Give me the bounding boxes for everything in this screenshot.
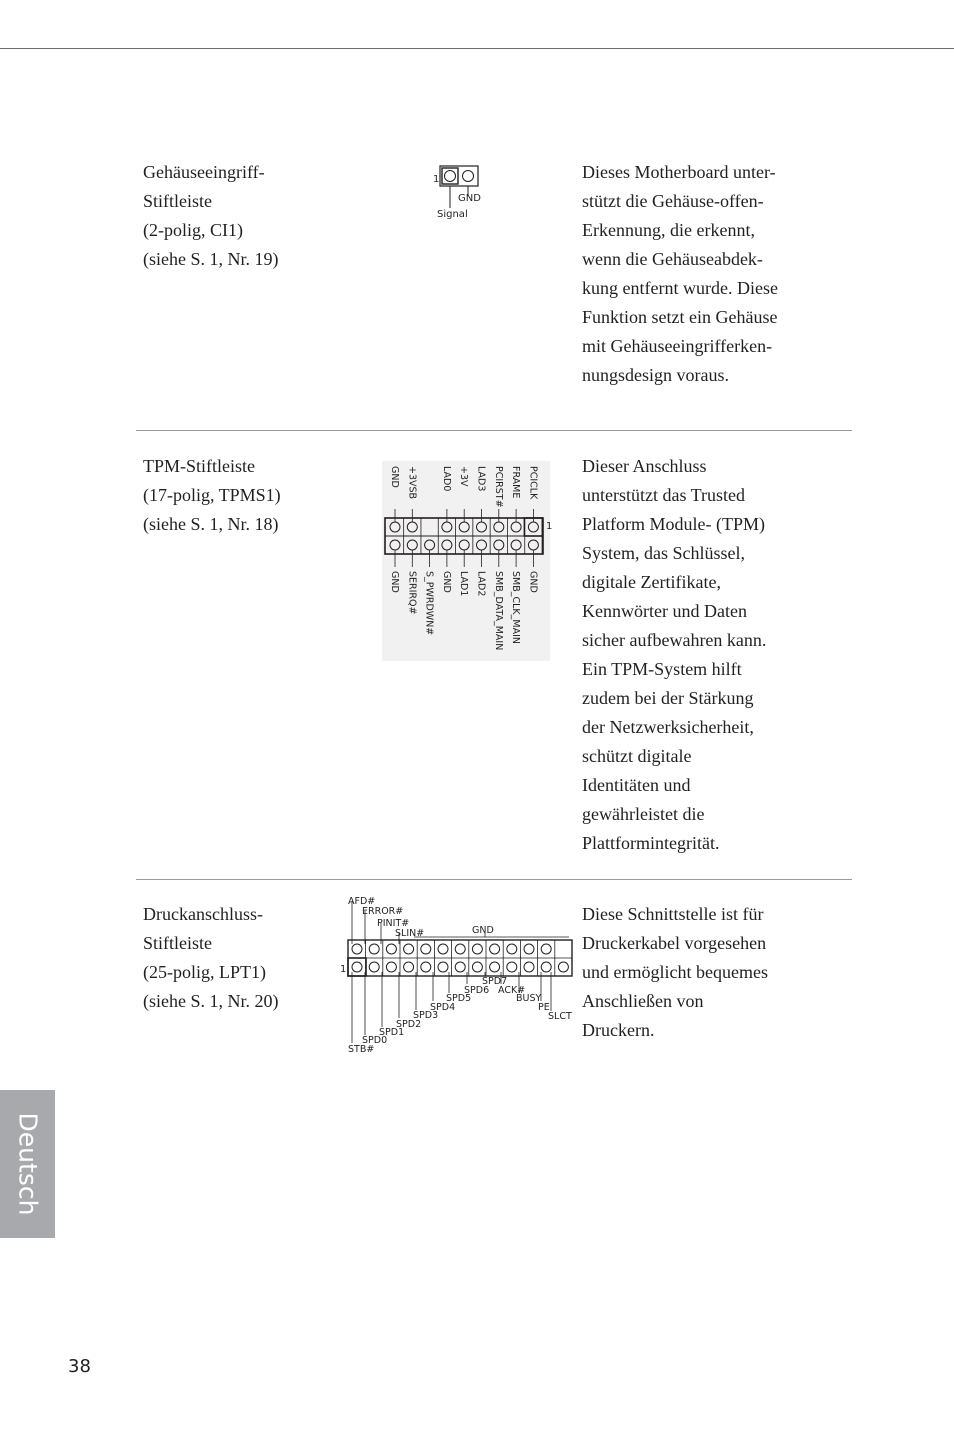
pin-label: LAD1 xyxy=(458,571,470,597)
pin xyxy=(541,962,551,972)
pin-label: SMB_CLK_MAIN xyxy=(510,571,522,645)
description-line: wenn die Gehäuseabdek- xyxy=(582,249,763,269)
description-line: der Netzwerksicherheit, xyxy=(582,717,754,737)
section-label xyxy=(143,452,343,539)
pin xyxy=(558,962,568,972)
section-printer-port xyxy=(136,896,852,1070)
pin-label: +3VSB xyxy=(406,466,418,500)
pin-label: GND xyxy=(472,925,494,936)
pin-label: PE xyxy=(538,1002,550,1013)
section-description xyxy=(582,158,822,390)
pin xyxy=(455,944,465,954)
section-label xyxy=(143,158,343,274)
label-line: Stiftleiste xyxy=(143,933,212,953)
description-line: Identitäten und xyxy=(582,775,691,795)
pin-label: PCICLK xyxy=(527,466,539,500)
pin-label: PINIT# xyxy=(377,918,410,929)
pin-label: S_PWRDWN# xyxy=(423,571,435,636)
pin-label: STB# xyxy=(348,1044,375,1055)
label-line: (17-polig, TPMS1) xyxy=(143,485,281,505)
pin1-marker: 1 xyxy=(340,964,347,975)
description-line: gewährleistet die xyxy=(582,804,705,824)
pin-label: SPD3 xyxy=(413,1010,439,1021)
description-line: Kennwörter und Daten xyxy=(582,601,747,621)
pin-label: GND xyxy=(527,571,539,593)
pin xyxy=(490,944,500,954)
pin-label: PCIRST# xyxy=(492,466,504,508)
section-tpm xyxy=(136,452,852,862)
pin-label: SPD1 xyxy=(379,1027,405,1038)
pin1-marker: 1 xyxy=(433,174,440,185)
description-line: Druckerkabel vorgesehen xyxy=(582,933,767,953)
label-line: (siehe S. 1, Nr. 19) xyxy=(143,249,279,269)
pin xyxy=(404,944,414,954)
pin-label: SMB_DATA_MAIN xyxy=(492,571,504,651)
language-tab-label: Deutsch xyxy=(13,1112,42,1216)
description-line: Ein TPM-System hilft xyxy=(582,659,742,679)
section-label xyxy=(143,900,343,1016)
label-line: (siehe S. 1, Nr. 20) xyxy=(143,991,279,1011)
pin xyxy=(507,944,517,954)
pin-label: ACK# xyxy=(498,985,526,996)
description-line: Dieses Motherboard unter- xyxy=(582,162,776,182)
description-line: System, das Schlüssel, xyxy=(582,543,746,563)
pin-label: SPD6 xyxy=(464,985,490,996)
pin-label: SPD7 xyxy=(482,976,508,987)
pin xyxy=(455,962,465,972)
pin-label: SERIRQ# xyxy=(406,571,418,615)
pin-label: BUSY xyxy=(516,993,542,1004)
description-line: zudem bei der Stärkung xyxy=(582,688,754,708)
pin1-marker: 1 xyxy=(546,521,552,532)
section-chassis-intrusion xyxy=(136,158,852,398)
language-tab xyxy=(0,1090,55,1238)
label-line: Druckanschluss- xyxy=(143,904,263,924)
description-line: kung entfernt wurde. Diese xyxy=(582,278,778,298)
pin-label: SPD2 xyxy=(396,1019,422,1030)
description-line: Dieser Anschluss xyxy=(582,456,707,476)
description-line: nungsdesign voraus. xyxy=(582,365,729,385)
description-line: und ermöglicht bequemes xyxy=(582,962,768,982)
pin xyxy=(369,962,379,972)
section-divider xyxy=(136,879,852,880)
section-description xyxy=(582,452,822,858)
pin-label: LAD3 xyxy=(475,466,487,492)
description-line: Erkennung, die erkennt, xyxy=(582,220,755,240)
pin xyxy=(352,944,362,954)
pin xyxy=(386,962,396,972)
pin-label: SLCT xyxy=(548,1011,572,1022)
pin-label: SPD0 xyxy=(362,1035,388,1046)
label-line: (2-polig, CI1) xyxy=(143,220,243,240)
description-line: sicher aufbewahren kann. xyxy=(582,630,767,650)
tpm-pin-diagram xyxy=(382,461,552,663)
pin xyxy=(386,944,396,954)
pin xyxy=(438,962,448,972)
lpt-pin-diagram xyxy=(340,893,580,1055)
description-line: schützt digitale xyxy=(582,746,692,766)
pin xyxy=(507,962,517,972)
pin xyxy=(524,944,534,954)
pin xyxy=(421,944,431,954)
label-line: (25-polig, LPT1) xyxy=(143,962,266,982)
section-description xyxy=(582,900,822,1045)
pin-label: SPD4 xyxy=(430,1002,456,1013)
pin xyxy=(490,962,500,972)
description-line: Funktion setzt ein Gehäuse xyxy=(582,307,778,327)
pin-label: +3V xyxy=(458,466,470,487)
description-line: mit Gehäuseeingrifferken- xyxy=(582,336,773,356)
pin xyxy=(421,962,431,972)
description-line: Platform Module- (TPM) xyxy=(582,514,765,534)
label-line: Stiftleiste xyxy=(143,191,212,211)
pin-label: ERROR# xyxy=(362,906,404,917)
pin-label: GND xyxy=(389,571,400,593)
top-rule xyxy=(0,48,954,49)
pin-label: AFD# xyxy=(348,896,376,907)
page-number: 38 xyxy=(68,1356,91,1377)
description-line: stützt die Gehäuse-offen- xyxy=(582,191,764,211)
label-line: (siehe S. 1, Nr. 18) xyxy=(143,514,279,534)
pin-label: GND xyxy=(440,571,452,593)
label-line: TPM-Stiftleiste xyxy=(143,456,255,476)
description-line: Plattformintegrität. xyxy=(582,833,720,853)
pin-label: Signal xyxy=(437,209,468,220)
section-divider xyxy=(136,430,852,431)
pin xyxy=(352,962,362,972)
pin xyxy=(524,962,534,972)
description-line: Druckern. xyxy=(582,1020,655,1040)
description-line: Diese Schnittstelle ist für xyxy=(582,904,764,924)
description-line: digitale Zertifikate, xyxy=(582,572,721,592)
label-line: Gehäuseeingriff- xyxy=(143,162,265,182)
pin-label: LAD2 xyxy=(475,571,487,597)
pin xyxy=(541,944,551,954)
description-line: unterstützt das Trusted xyxy=(582,485,746,505)
pin-label: GND xyxy=(458,193,481,204)
pin xyxy=(404,962,414,972)
pin xyxy=(472,944,482,954)
pin xyxy=(472,962,482,972)
pin-label: SPD5 xyxy=(446,993,472,1004)
pin xyxy=(438,944,448,954)
ci1-pin-diagram xyxy=(432,164,502,220)
pin-label: GND xyxy=(389,466,400,488)
pin-label: FRAME xyxy=(510,466,522,499)
description-line: Anschließen von xyxy=(582,991,704,1011)
pin-label: LAD0 xyxy=(440,466,452,492)
pin-label: SLIN# xyxy=(395,928,425,939)
pin xyxy=(369,944,379,954)
